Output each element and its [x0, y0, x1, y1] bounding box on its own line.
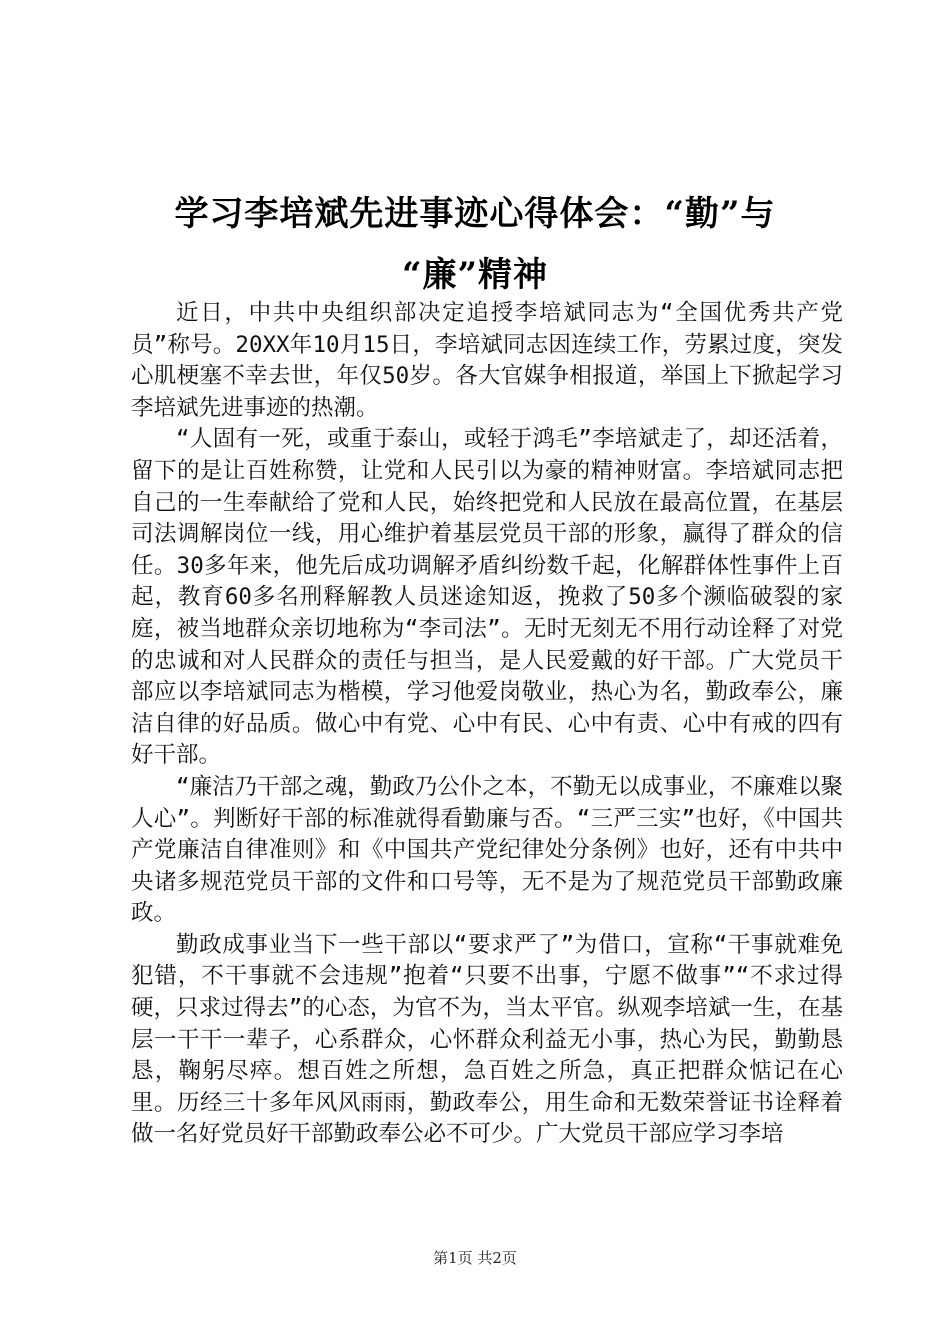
paragraph-1: 近日，中共中央组织部决定追授李培斌同志为“全国优秀共产党员”称号。20XX年10月15日，李培斌同志因连续工作，劳累过度，突发心肌梗塞不幸去世，年仅50岁。各大官媒争相报道，举国上下掀起学习李培斌先进事迹的热潮。: [131, 300, 843, 421]
paragraph-2: “人固有一死，或重于泰山，或轻于鸿毛”李培斌走了，却还活着，留下的是让百姓称赞，让党和人民引以为豪的精神财富。李培斌同志把自己的一生奉献给了党和人民，始终把党和人民放在最高位置，在基层司法调解岗位一线，用心维护着基层党员干部的形象，赢得了群众的信任。30多年来，他先后成功调解矛盾纠纷数千起，化解群体性事件上百起，教育60多名刑释解教人员迷途知返，挽救了50多个濒临破裂的家庭，被当地群众亲切地称为“李司法”。无时无刻无不用行动诠释了对党的忠诚和对人民群众的责任与担当，是人民爱戴的好干部。广大党员干部应以李培斌同志为楷模，学习他爱岗敬业，热心为名，勤政奉公，廉洁自律的好品质。做心中有党、心中有民、心中有责、心中有戒的四有好干部。: [131, 426, 843, 769]
document-body: [131, 298, 843, 1151]
paragraph-3: “廉洁乃干部之魂，勤政乃公仆之本，不勤无以成事业，不廉难以聚人心”。判断好干部的标准就得看勤廉与否。“三严三实”也好，《中国共产党廉洁自律准则》和《中国共产党纪律处分条例》也好，还有中共中央诸多规范党员干部的文件和口号等，无不是为了规范党员干部勤政廉政。: [131, 773, 843, 927]
document-title-line-2: “廉”精神: [401, 255, 549, 295]
paragraph-4: 勤政成事业当下一些干部以“要求严了”为借口，宣称“干事就难免犯错，不干事就不会违规”抱着“只要不出事，宁愿不做事”“不求过得硬，只求过得去”的心态，为官不为，当太平官。纵观李培斌一生，在基层一干干一辈子，心系群众，心怀群众利益无小事，热心为民，勤勤恳恳，鞠躬尽瘁。想百姓之所想，急百姓之所急，真正把群众惦记在心里。历经三十多年风风雨雨，勤政奉公，用生命和无数荣誉证书诠释着做一名好党员好干部勤政奉公必不可少。广大党员干部应学习李培: [131, 931, 843, 1148]
document-title-line-1: 学习李培斌先进事迹心得体会：“勤”与: [174, 194, 776, 234]
page-footer: 第1页 共2页: [433, 1249, 517, 1267]
